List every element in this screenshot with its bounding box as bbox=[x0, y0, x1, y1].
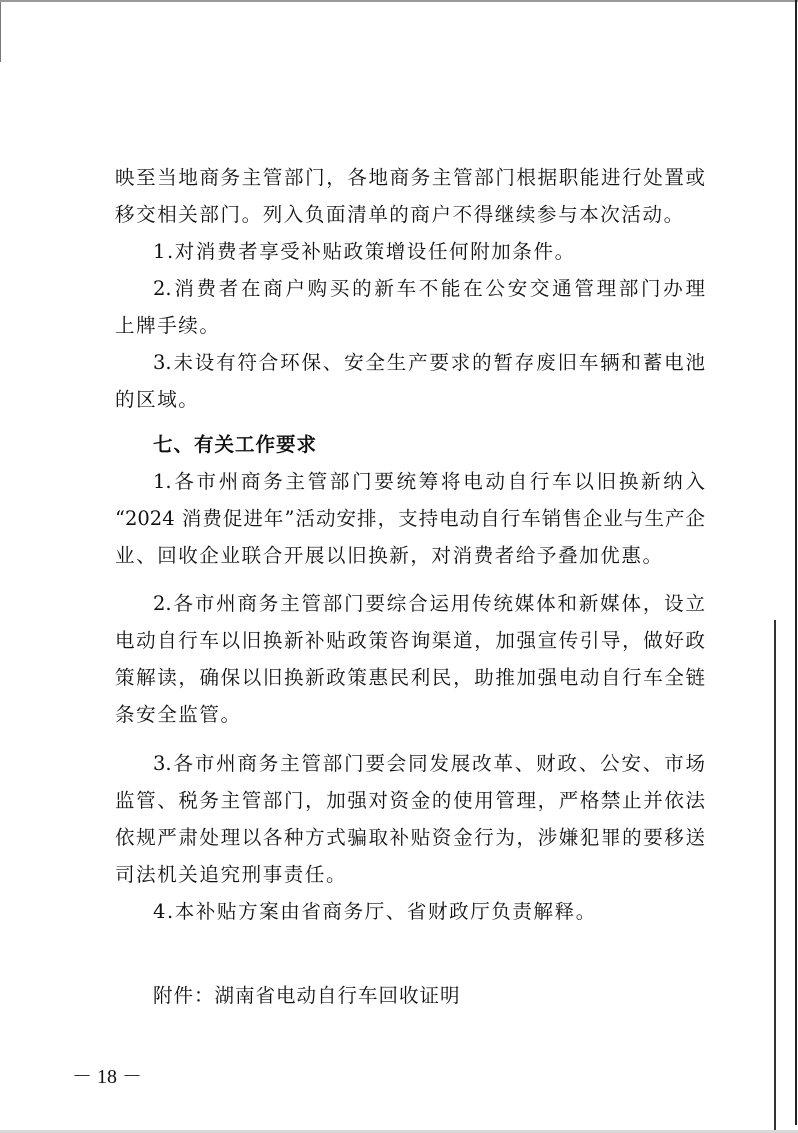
body-line: 条安全监管。 bbox=[115, 703, 242, 726]
list-item: 1.各市州商务主管部门要统筹将电动自行车以旧换新纳入 bbox=[153, 470, 705, 493]
scan-edge-top bbox=[0, 0, 798, 2]
page-number: － 18 － bbox=[72, 1066, 142, 1088]
body-line: 移交相关部门。列入负面清单的商户不得继续参与本次活动。 bbox=[115, 203, 685, 226]
list-item: 3.未设有符合环保、安全生产要求的暂存废旧车辆和蓄电池 bbox=[153, 351, 705, 374]
body-line: 上牌手续。 bbox=[115, 314, 221, 337]
list-item: 2.各市州商务主管部门要综合运用传统媒体和新媒体，设立 bbox=[153, 592, 705, 615]
body-line: 策解读，确保以旧换新政策惠民利民，助推加强电动自行车全链 bbox=[115, 666, 705, 689]
list-item: 1.对消费者享受补贴政策增设任何附加条件。 bbox=[153, 240, 576, 263]
attachment-note: 附件：湖南省电动自行车回收证明 bbox=[153, 984, 461, 1007]
body-line: 监管、税务主管部门，加强对资金的使用管理，严格禁止并依法 bbox=[115, 789, 705, 812]
body-line: 业、回收企业联合开展以旧换新，对消费者给予叠加优惠。 bbox=[115, 544, 664, 567]
body-line: 司法机关追究刑事责任。 bbox=[115, 863, 348, 886]
body-line: 电动自行车以旧换新补贴政策咨询渠道，加强宣传引导，做好政 bbox=[115, 629, 705, 652]
body-line: “2024 消费促进年”活动安排，支持电动自行车销售企业与生产企 bbox=[115, 507, 705, 530]
scan-edge-right-inner bbox=[774, 620, 776, 1130]
section-heading: 七、有关工作要求 bbox=[153, 433, 318, 456]
list-item: 2.消费者在商户购买的新车不能在公安交通管理部门办理 bbox=[153, 277, 705, 300]
body-line: 的区域。 bbox=[115, 388, 200, 411]
list-item: 3.各市州商务主管部门要会同发展改革、财政、公安、市场 bbox=[153, 752, 705, 775]
body-line: 映至当地商务主管部门，各地商务主管部门根据职能进行处置或 bbox=[115, 166, 705, 189]
list-item: 4.本补贴方案由省商务厅、省财政厅负责解释。 bbox=[153, 900, 597, 923]
scan-edge-right bbox=[795, 0, 797, 1125]
scan-edge-left bbox=[0, 2, 1, 62]
body-line: 依规严肃处理以各种方式骗取补贴资金行为，涉嫌犯罪的要移送 bbox=[115, 826, 705, 849]
